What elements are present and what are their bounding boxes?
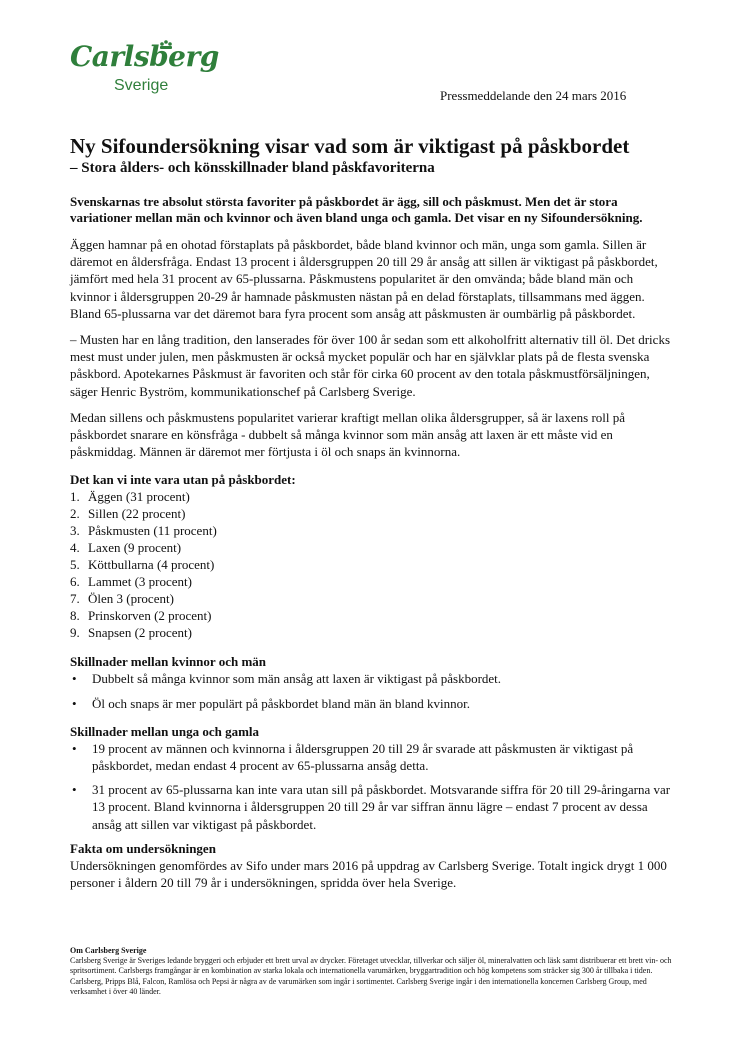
list-number: 8.	[70, 608, 80, 624]
age-bullet-list	[70, 740, 676, 833]
list-item	[70, 522, 676, 539]
list-number: 6.	[70, 574, 80, 590]
list-item	[70, 539, 676, 556]
list-item	[70, 488, 676, 505]
footer-text: Carlsberg Sverige är Sveriges ledande bryggeri och erbjuder ett brett urval av drycker. Företaget utvecklar, tillverkar och säljer öl, mineralvatten och läsk samt distribuerar ett brett vin- och spritsortiment. Carlsbergs framgångar är en kombination av starka lokala och internationella varumärken, bryggartradition och hög kompetens som sträcker sig 300 år tillbaka i tiden. Carlsberg, Pripps Blå, Falcon, Ramlösa och Pepsi är några av de varumärken som ingår i sortimentet. Carlsberg Sverige ingår i den internationella koncernen Carlsberg Group, med verksamhet i över 40 länder.	[70, 956, 672, 997]
list-text: Köttbullarna (4 procent)	[88, 557, 215, 573]
footer	[70, 946, 680, 998]
list-text: Prinskorven (2 procent)	[88, 608, 212, 624]
bullet-text: 31 procent av 65-plussarna kan inte vara utan sill på påskbordet. Motsvarande siffra för 20 till 29-åringarna var 13 procent. Bland kvinnorna i åldersgruppen 20 till 29 år var siffran ännu lägre – endast 7 procent av dessa ansåg att sillen var viktigast på påskbordet.	[92, 782, 671, 832]
bullet-text: 19 procent av männen och kvinnorna i åldersgruppen 20 till 29 år svarade att påskmusten är viktigast på påskbordet, medan endast 4 procent av 65-plussarna ansåg detta.	[92, 740, 634, 774]
logo-subtitle: Sverige	[114, 77, 169, 94]
top-list-heading: Det kan vi inte vara utan på påskbordet:	[70, 472, 296, 488]
list-number: 7.	[70, 591, 80, 607]
facts-heading: Fakta om undersökningen	[70, 840, 216, 856]
bullet-icon: •	[72, 740, 77, 756]
paragraph: Medan sillens och påskmustens popularitet varierar kraftigt mellan olika åldersgrupper, så är laxens roll på påskbordet snarare en könsfråga - dubbelt så många kvinnor som män ansåg att laxen är ett måste vid en påskmiddag. Männen är däremot mer förtjusta i öl och snaps än kvinnorna.	[70, 409, 626, 460]
gender-section-heading: Skillnader mellan kvinnor och män	[70, 654, 267, 670]
headline: Ny Sifoundersökning visar vad som är viktigast på påskbordet	[70, 134, 630, 158]
list-text: Påskmusten (11 procent)	[88, 523, 217, 539]
list-item	[70, 573, 676, 590]
age-section-heading: Skillnader mellan unga och gamla	[70, 723, 260, 739]
footer-heading: Om Carlsberg Sverige	[70, 946, 147, 955]
bullet-icon: •	[72, 782, 77, 798]
bullet-item	[70, 781, 676, 833]
list-text: Sillen (22 procent)	[88, 506, 186, 522]
list-number: 2.	[70, 506, 80, 522]
paragraph: – Musten har en lång tradition, den lanserades för över 100 år sedan som ett alkoholfritt alternativ till öl. Det dricks mest must under julen, men påskmusten är också mycket populär och har en självklar plats på de flesta svenska påskbord. Apotekarnes Påskmust är favoriten och står för cirka 60 procent av den totala påskmustförsäljningen, säger Henric Byström, kommunikationschef på Carlsberg Sverige.	[70, 332, 670, 399]
bullet-icon: •	[72, 671, 77, 687]
list-text: Laxen (9 procent)	[88, 540, 182, 556]
carlsberg-logo	[70, 40, 219, 104]
list-item	[70, 505, 676, 522]
logo-wordmark: Carlsberg	[70, 40, 219, 73]
top-list	[70, 488, 676, 641]
list-item	[70, 590, 676, 607]
facts-text: Undersökningen genomfördes av Sifo under mars 2016 på uppdrag av Carlsberg Sverige. Totalt ingick drygt 1 000 personer i åldern 20 till 79 år i undersökningen, spridda över hela Sverige.	[70, 857, 667, 891]
bullet-text: Öl och snaps är mer populärt på påskbordet bland män än bland kvinnor.	[92, 695, 470, 711]
list-text: Äggen (31 procent)	[88, 489, 190, 505]
bullet-item	[70, 740, 676, 774]
gender-bullet-list	[70, 670, 676, 711]
list-text: Lammet (3 procent)	[88, 574, 192, 590]
list-number: 3.	[70, 523, 80, 539]
list-text: Snapsen (2 procent)	[88, 625, 192, 641]
list-item	[70, 607, 676, 624]
list-number: 1.	[70, 489, 80, 505]
bullet-text: Dubbelt så många kvinnor som män ansåg att laxen är viktigast på påskbordet.	[92, 671, 502, 687]
list-number: 5.	[70, 557, 80, 573]
lead-paragraph: Svenskarnas tre absolut största favoriter på påskbordet är ägg, sill och påskmust. Men det är stora variationer mellan män och kvinnor och även bland unga och gamla. Det visar en ny Sifoundersökning.	[70, 194, 643, 225]
press-release-date: Pressmeddelande den 24 mars 2016	[440, 88, 627, 103]
paragraph: Äggen hamnar på en ohotad förstaplats på påskbordet, både bland kvinnor och män, unga som gamla. Sillen är däremot en åldersfråga. Endast 13 procent i åldersgruppen 20 till 29 år ansåg att sillen är viktigast på påskbordet, jämfört med hela 31 procent av 65-plussarna. Påskmustens popularitet är den omvända; både bland män och kvinnor i åldersgruppen 20-29 år hamnade påskmusten nästan på en delad förstaplats, tillsammans med äggen. Bland 65-plussarna var det däremot bara fyra procent som ansåg att påskmusten är oumbärlig på påskbordet.	[70, 237, 658, 321]
list-item	[70, 556, 676, 573]
list-item	[70, 624, 676, 641]
bullet-item	[70, 670, 676, 687]
list-number: 9.	[70, 625, 80, 641]
list-number: 4.	[70, 540, 80, 556]
bullet-item	[70, 695, 676, 712]
article	[70, 133, 676, 891]
bullet-icon: •	[72, 695, 77, 711]
list-text: Ölen 3 (procent)	[88, 591, 174, 607]
subheadline: – Stora ålders- och könsskillnader bland påskfavoriterna	[70, 160, 435, 176]
